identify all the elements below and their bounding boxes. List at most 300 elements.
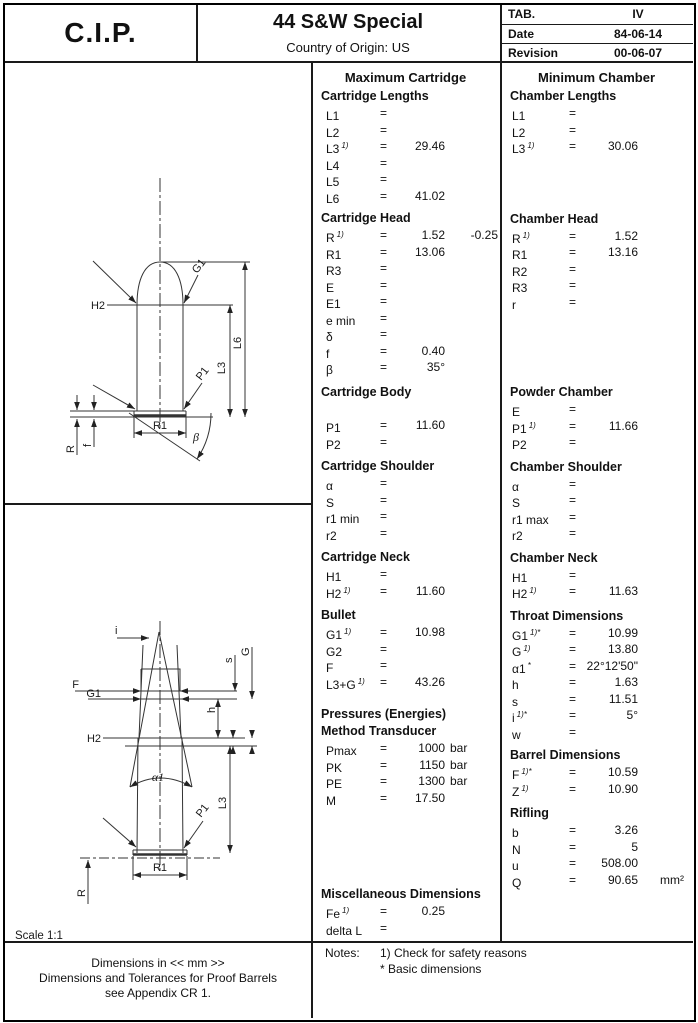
dimension-tolerance: -0.25 [470,228,498,242]
dimension-symbol: e min [326,313,356,328]
dimension-value: 11.51 [608,691,638,706]
dimension-section [311,706,500,806]
dimension-row [500,509,693,526]
dimension-value: 5° [626,708,638,722]
dimension-label [512,872,523,892]
equals-sign: = [380,172,388,186]
equals-sign: = [380,277,388,292]
equals-sign: = [569,642,577,656]
equals-sign: = [380,492,388,507]
section-title: Cartridge Head [321,211,411,225]
dimension-value: 1150 [419,757,445,772]
dimension-row [311,171,500,188]
dimension-value: 11.60 [415,583,445,598]
dimension-value: 10.59 [607,765,638,779]
dimension-value: 35° [426,360,445,374]
dimension-symbol: H1 [326,570,342,584]
equals-sign: = [380,310,388,325]
dimension-section [500,459,693,542]
footnote-marker: 1) [341,141,349,150]
equals-sign: = [569,872,577,887]
label-beta: β [193,430,199,444]
equals-sign: = [569,139,577,153]
dimension-symbol: PK [326,760,343,775]
equals-sign: = [569,839,577,854]
dimension-section [311,607,500,690]
dimension-symbol: f [326,346,330,361]
dimension-symbol: G1 [326,628,343,642]
dimension-row [311,105,500,122]
notes-label: Notes: [325,946,360,960]
equals-sign: = [380,567,388,581]
equals-sign: = [380,188,388,203]
dimension-label [512,138,534,158]
equals-sign: = [569,691,577,706]
dimension-value: 43.26 [414,674,445,689]
dimension-symbol: P1 [326,421,341,435]
dimension-row [500,764,693,781]
meta-label: Revision [508,46,559,61]
dimension-value: 5 [631,839,638,854]
dimension-symbol: L5 [326,175,340,189]
dimension-unit: bar [450,774,468,788]
dimension-label [326,920,364,940]
dimension-symbol: R [512,231,521,246]
dimension-row [500,822,693,839]
equals-sign: = [569,245,577,259]
equals-sign: = [380,261,388,275]
label-alpha1: α1 [151,770,165,784]
dimension-label [512,583,536,603]
dimension-symbol: α1 [512,661,526,676]
dimension-symbol: Pmax [326,744,357,758]
dimension-row [311,492,500,509]
dimension-value: 10.98 [414,625,445,639]
equals-sign: = [569,122,577,137]
dimension-value: 30.06 [607,139,638,153]
equals-sign: = [569,823,577,837]
dimension-unit: bar [450,741,468,755]
dimension-symbol: H1 [512,570,528,585]
footnote-marker: 1)* [530,627,541,637]
dimension-section [311,549,500,599]
dimension-row [311,401,500,418]
equals-sign: = [569,567,577,582]
footnote-marker: 1)* [516,710,527,719]
dimension-symbol: R1 [512,248,528,262]
units-note [5,956,311,1001]
units-note-line: Dimensions and Tolerances for Proof Barrels [39,971,277,985]
section-title: Cartridge Neck [321,550,410,564]
equals-sign: = [380,920,388,935]
dimension-value: 29.46 [414,139,445,153]
dimension-row [500,583,693,600]
dimension-row [500,691,693,708]
label-g: G [240,647,252,656]
dimension-symbol: u [512,859,519,873]
equals-sign: = [380,583,388,598]
section-title: Bullet [321,608,356,622]
dimension-value: 0.25 [421,904,445,918]
dimension-row [311,326,500,343]
equals-sign: = [569,724,577,739]
label-h2-chamber: H2 [86,733,101,745]
footnote-marker: 1)* [521,767,532,776]
dimension-row [500,872,693,889]
meta-table [500,5,693,61]
dimension-section [500,608,693,741]
dimension-value: 90.65 [607,872,638,887]
dimension-row [500,105,693,122]
label-h: h [206,706,218,713]
section-subtitle: Method Transducer [321,724,437,738]
section-title: Chamber Neck [510,550,598,565]
dimension-row [500,724,693,741]
dimension-symbol: r2 [512,529,523,543]
dimension-row [500,418,693,435]
dimension-value: 1300 [418,774,445,788]
country-of-origin: Country of Origin: US [286,40,410,55]
dimension-symbol: w [512,727,521,742]
dimension-value: 1000 [418,741,445,755]
equals-sign: = [380,155,388,170]
dimension-value: 41.02 [414,188,445,203]
label-i: i [115,625,118,637]
dimension-symbol: G2 [326,644,343,659]
dimension-symbol: s [512,694,518,709]
equals-sign: = [380,327,388,341]
equals-sign: = [380,418,388,432]
dimension-row [311,566,500,583]
dimension-symbol: F [326,661,334,675]
dimension-row [311,244,500,261]
footnote-marker: 1) [528,420,536,430]
label-r-chamber: R [76,889,88,897]
footnote-marker: 1) [527,141,535,150]
dimension-row [500,707,693,724]
section-title: Throat Dimensions [510,608,624,623]
dimension-symbol: h [512,678,519,692]
units-note-line: see Appendix CR 1. [104,986,212,1000]
footnote-marker: 1) [522,230,530,240]
note-line: 1) Check for safety reasons [380,946,527,960]
dimension-section [500,550,693,600]
equals-sign: = [380,757,388,772]
dimension-row [500,641,693,658]
equals-sign: = [380,625,388,639]
dimension-row [500,567,693,584]
dimension-symbol: r2 [326,528,337,543]
equals-sign: = [380,139,388,153]
dimension-symbol: P2 [326,437,341,452]
dimension-value: 11.63 [608,584,638,598]
footnote-marker: 1) [357,676,365,686]
cartridge-drawing-panel [5,63,311,503]
dimension-row [500,781,693,798]
org-logo: C.I.P. [64,17,137,48]
equals-sign: = [569,418,577,433]
dimension-section [500,88,693,155]
equals-sign: = [569,435,577,449]
footnote-marker: 1) [529,586,537,595]
dimension-row [311,920,500,937]
dimension-symbol: PE [326,777,343,791]
equals-sign: = [569,278,577,292]
dimension-symbol: P2 [512,438,527,452]
dimension-row [500,277,693,294]
dimension-row [500,658,693,675]
dimension-symbol: L3 [326,142,340,156]
dimension-label [512,434,529,454]
dimension-value: 0.40 [421,343,445,358]
scale-note: Scale 1:1 [15,930,63,942]
dimension-section [311,210,500,376]
dimension-row [311,583,500,600]
dimension-row [500,625,693,642]
dimension-symbol: r1 min [326,512,360,526]
dimension-unit: bar [450,757,468,772]
label-l6: L6 [232,336,244,350]
label-l3: L3 [216,361,228,375]
label-p1-chamber: P1 [193,801,212,820]
dimension-row [500,228,693,245]
equals-sign: = [569,675,577,689]
meta-value: IV [632,7,644,21]
equals-sign: = [380,641,388,656]
dimension-symbol: R1 [326,247,342,262]
dimension-symbol: L1 [326,109,340,123]
equals-sign: = [569,856,577,870]
dimension-row [500,401,693,418]
dimension-section [311,88,500,204]
dimension-symbol: S [512,496,521,510]
label-s: s [223,657,235,663]
dimension-symbol: M [326,793,336,808]
dimension-value: 1.52 [614,228,638,243]
label-f: f [82,443,94,447]
equals-sign: = [380,674,388,689]
dimension-row [311,359,500,376]
dimension-section [500,805,693,888]
dimension-row [311,188,500,205]
dimension-value: 3.26 [614,823,638,837]
dimension-symbol: R2 [512,264,528,279]
dimension-row [500,434,693,451]
section-title: Cartridge Lengths [321,89,429,103]
equals-sign: = [569,476,577,491]
dimension-symbol: P1 [512,421,527,436]
meta-row [500,25,693,45]
section-title: Rifling [510,806,549,820]
label-g1-throat: G1 [86,688,101,700]
equals-sign: = [380,122,388,137]
dimension-symbol: Z [512,784,520,799]
dimension-symbol: S [326,495,335,510]
equals-sign: = [380,294,388,308]
dimension-value: 1.63 [614,675,638,689]
dimension-symbol: E [512,405,521,419]
dimension-value: 10.99 [607,625,638,640]
equals-sign: = [380,360,388,374]
dimension-row [311,227,500,244]
dimension-symbol: L1 [512,109,526,123]
dimension-label [512,294,518,314]
label-f-bore: F [72,679,79,691]
dimension-row [311,790,500,807]
dimension-symbol: L4 [326,158,340,173]
dimension-row [500,525,693,542]
max-cartridge-title: Maximum Cartridge [344,70,467,85]
dimension-row [311,138,500,155]
section-title: Cartridge Shoulder [321,459,435,473]
min-chamber-column [500,61,693,888]
chamber-drawing-panel [5,503,311,943]
dimension-label [326,525,339,545]
dimension-row [500,839,693,856]
dimension-row [311,508,500,525]
dimension-value: 13.06 [414,244,445,259]
max-cartridge-column [311,61,500,936]
dimension-label [326,674,365,694]
dimension-row [311,155,500,172]
dimension-symbol: Q [512,875,522,890]
label-h2: H2 [90,300,105,312]
equals-sign: = [380,106,388,120]
dimension-symbol: r1 max [512,512,549,527]
footnote-marker: 1) [521,783,529,793]
label-p1: P1 [193,364,212,383]
dimension-row [500,492,693,509]
header-vline-2 [500,5,502,61]
dimension-row [311,417,500,434]
dimension-row [500,138,693,155]
dimension-symbol: F [512,768,520,782]
equals-sign: = [380,774,388,788]
equals-sign: = [569,625,577,640]
dimension-symbol: L2 [326,125,340,140]
meta-value: 00-06-07 [613,46,663,61]
dimension-row [500,855,693,872]
label-g1: G1 [189,256,209,276]
equals-sign: = [569,493,577,507]
dimension-section [500,384,693,451]
dimension-value: 1.52 [421,228,445,242]
equals-sign: = [380,434,388,449]
dimension-symbol: H2 [326,586,342,601]
dimension-symbol: L2 [512,125,526,140]
equals-sign: = [569,584,577,598]
section-title: Chamber Lengths [510,89,617,103]
label-r: R [65,445,77,453]
notes-list [380,946,527,977]
cartridge-title: 44 S&W Special [272,11,424,33]
dimension-symbol: E1 [326,297,341,311]
dimension-symbol: r [512,297,516,312]
equals-sign: = [569,402,577,416]
header-vline-1 [196,5,198,61]
equals-sign: = [380,228,388,242]
dimension-symbol: R [326,231,335,245]
dimension-symbol: α [512,479,519,494]
equals-sign: = [569,294,577,309]
dimension-label [326,583,350,603]
dimension-section [500,747,693,797]
meta-label: TAB. [508,7,536,21]
dimension-row [500,294,693,311]
dimension-row [311,641,500,658]
dimension-section [311,886,500,936]
equals-sign: = [380,244,388,259]
min-chamber-sections [500,88,693,888]
dimension-symbol: G1 [512,628,529,643]
dimension-row [311,310,500,327]
dimension-symbol: N [512,842,521,857]
label-r1: R1 [152,420,168,432]
equals-sign: = [569,509,577,524]
dimension-row [311,903,500,920]
footnote-marker: 1) [342,906,350,915]
dimension-symbol: R3 [326,264,342,278]
dimension-symbol: L6 [326,191,340,206]
dimension-value: 11.60 [415,418,445,432]
dimension-row [500,674,693,691]
equals-sign: = [569,228,577,243]
section-title: Cartridge Body [321,384,412,399]
dimension-symbol: δ [326,330,333,344]
equals-sign: = [380,904,388,918]
section-title: Barrel Dimensions [510,748,621,762]
footer-vline [311,941,313,1018]
dimension-label [326,188,341,208]
dimension-label [512,781,528,801]
dimension-row [500,122,693,139]
equals-sign: = [380,343,388,358]
meta-label: Date [508,26,535,41]
dimension-label [326,434,343,454]
dimension-symbol: Fe [326,907,341,921]
section-title: Miscellaneous Dimensions [321,887,481,901]
dimension-value: 17.50 [414,790,445,805]
max-cartridge-sections [311,88,500,936]
dimension-value: 11.66 [608,418,638,433]
dimension-symbol: b [512,826,519,840]
dimension-value: 13.80 [607,642,638,656]
equals-sign: = [380,658,388,672]
dimension-row [311,434,500,451]
equals-sign: = [569,526,577,540]
dimension-row [311,260,500,277]
note-line: * Basic dimensions [380,961,482,976]
dimension-label [512,525,525,545]
dimension-row [311,122,500,139]
dimension-row [311,293,500,310]
dimension-symbol: α [326,479,333,493]
equals-sign: = [380,509,388,523]
label-r1-chamber: R1 [152,862,168,874]
equals-sign: = [380,790,388,805]
equals-sign: = [569,708,577,722]
dimension-section [311,458,500,541]
dimension-symbol: delta L [326,923,363,938]
dimension-label [326,359,335,379]
equals-sign: = [380,476,388,490]
section-title: Powder Chamber [510,385,613,399]
dimension-value: 13.16 [607,245,638,259]
equals-sign: = [380,525,388,540]
dimension-symbol: G [512,645,522,659]
dimension-row [311,657,500,674]
footnote-marker: 1) [523,644,531,653]
